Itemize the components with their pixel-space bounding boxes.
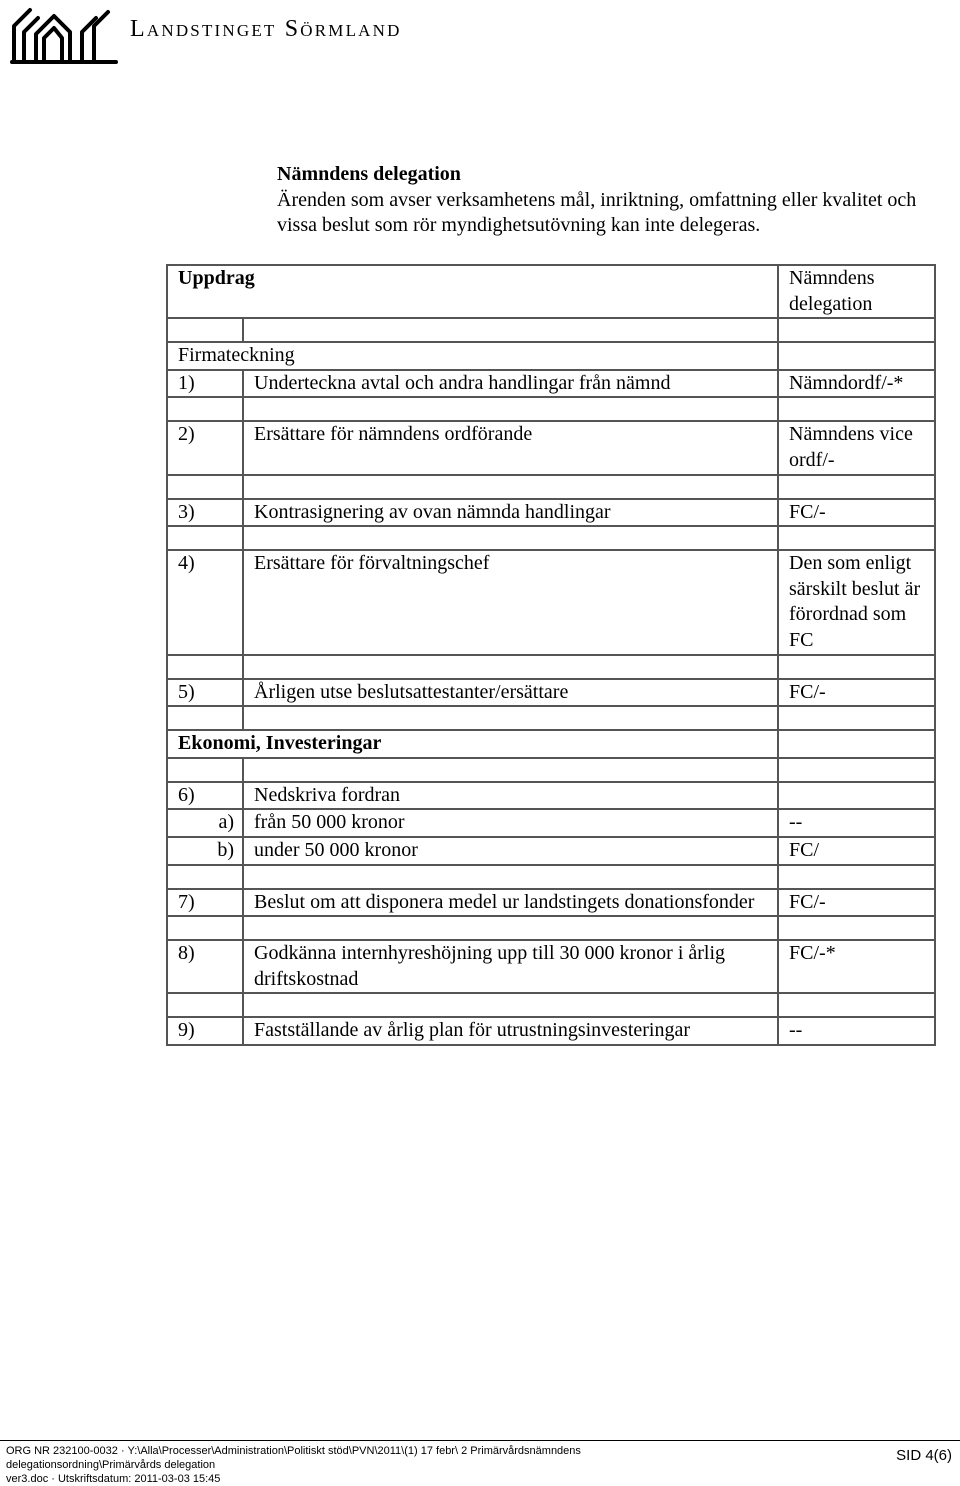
table-row [167, 837, 935, 865]
row-delegation: FC/- [778, 679, 935, 707]
row-text: Ersättare för förvaltningschef [243, 550, 778, 654]
footer-info [6, 1444, 706, 1486]
row-delegation: FC/- [778, 889, 935, 917]
row-number: 4) [167, 550, 243, 654]
section-row [167, 730, 935, 758]
intro-text: Ärenden som avser verksamhetens mål, inriktning, omfattning eller kvalitet och vissa beslut som rör myndighetsutövning kan inte delegeras. [277, 188, 917, 237]
table-row [167, 940, 935, 993]
table-row [167, 499, 935, 527]
intro-section [277, 162, 957, 239]
table-row [167, 550, 935, 654]
row-number: 3) [167, 499, 243, 527]
page-number: SID 4(6) [896, 1447, 952, 1464]
row-text: under 50 000 kronor [243, 837, 778, 865]
row-number: 2) [167, 421, 243, 474]
page-footer [0, 1440, 960, 1485]
row-delegation: -- [778, 1017, 935, 1045]
section-firmateckning: Firmateckning [167, 342, 778, 370]
org-name: Landstinget Sörmland [130, 15, 402, 42]
table-row [167, 370, 935, 398]
landstinget-logo-icon [8, 4, 120, 66]
footer-path: ORG NR 232100-0032 · Y:\Alla\Processer\Administration\Politiskt stöd\PVN\2011\(1) 17 febr\ 2 Primärvårdsnämndens delegationsordning\Primärvårds delegation [6, 1445, 581, 1471]
row-delegation [778, 782, 935, 810]
row-text: från 50 000 kronor [243, 809, 778, 837]
row-text: Beslut om att disponera medel ur landstingets donationsfonder [243, 889, 778, 917]
letterhead [8, 4, 402, 66]
row-number: b) [167, 837, 243, 865]
row-number: 6) [167, 782, 243, 810]
row-text: Underteckna avtal och andra handlingar från nämnd [243, 370, 778, 398]
table-row [167, 1017, 935, 1045]
row-number: 7) [167, 889, 243, 917]
column-header-uppdrag: Uppdrag [167, 265, 778, 318]
row-delegation: Nämndordf/-* [778, 370, 935, 398]
row-text: Fastställande av årlig plan för utrustningsinvesteringar [243, 1017, 778, 1045]
row-delegation: FC/-* [778, 940, 935, 993]
row-number: a) [167, 809, 243, 837]
section-title: Nämndens delegation [277, 163, 461, 185]
row-text: Nedskriva fordran [243, 782, 778, 810]
row-number: 1) [167, 370, 243, 398]
table-row [167, 782, 935, 810]
delegation-table [166, 264, 936, 1046]
table-row [167, 679, 935, 707]
row-delegation: Den som enligt särskilt beslut är förordnad som FC [778, 550, 935, 654]
row-number: 8) [167, 940, 243, 993]
row-delegation: FC/ [778, 837, 935, 865]
column-header-delegation: Nämndens delegation [778, 265, 935, 318]
row-text: Kontrasignering av ovan nämnda handlingar [243, 499, 778, 527]
row-delegation: Nämndens vice ordf/- [778, 421, 935, 474]
row-delegation: -- [778, 809, 935, 837]
section-row [167, 342, 935, 370]
row-number: 5) [167, 679, 243, 707]
row-text: Ersättare för nämndens ordförande [243, 421, 778, 474]
row-number: 9) [167, 1017, 243, 1045]
row-text: Årligen utse beslutsattestanter/ersättare [243, 679, 778, 707]
table-row [167, 889, 935, 917]
table-row [167, 809, 935, 837]
footer-print-date: ver3.doc · Utskriftsdatum: 2011-03-03 15:45 [6, 1473, 221, 1485]
section-ekonomi: Ekonomi, Investeringar [167, 730, 778, 758]
row-delegation: FC/- [778, 499, 935, 527]
row-text: Godkänna internhyreshöjning upp till 30 000 kronor i årlig driftskostnad [243, 940, 778, 993]
table-row [167, 421, 935, 474]
table-header-row [167, 265, 935, 318]
